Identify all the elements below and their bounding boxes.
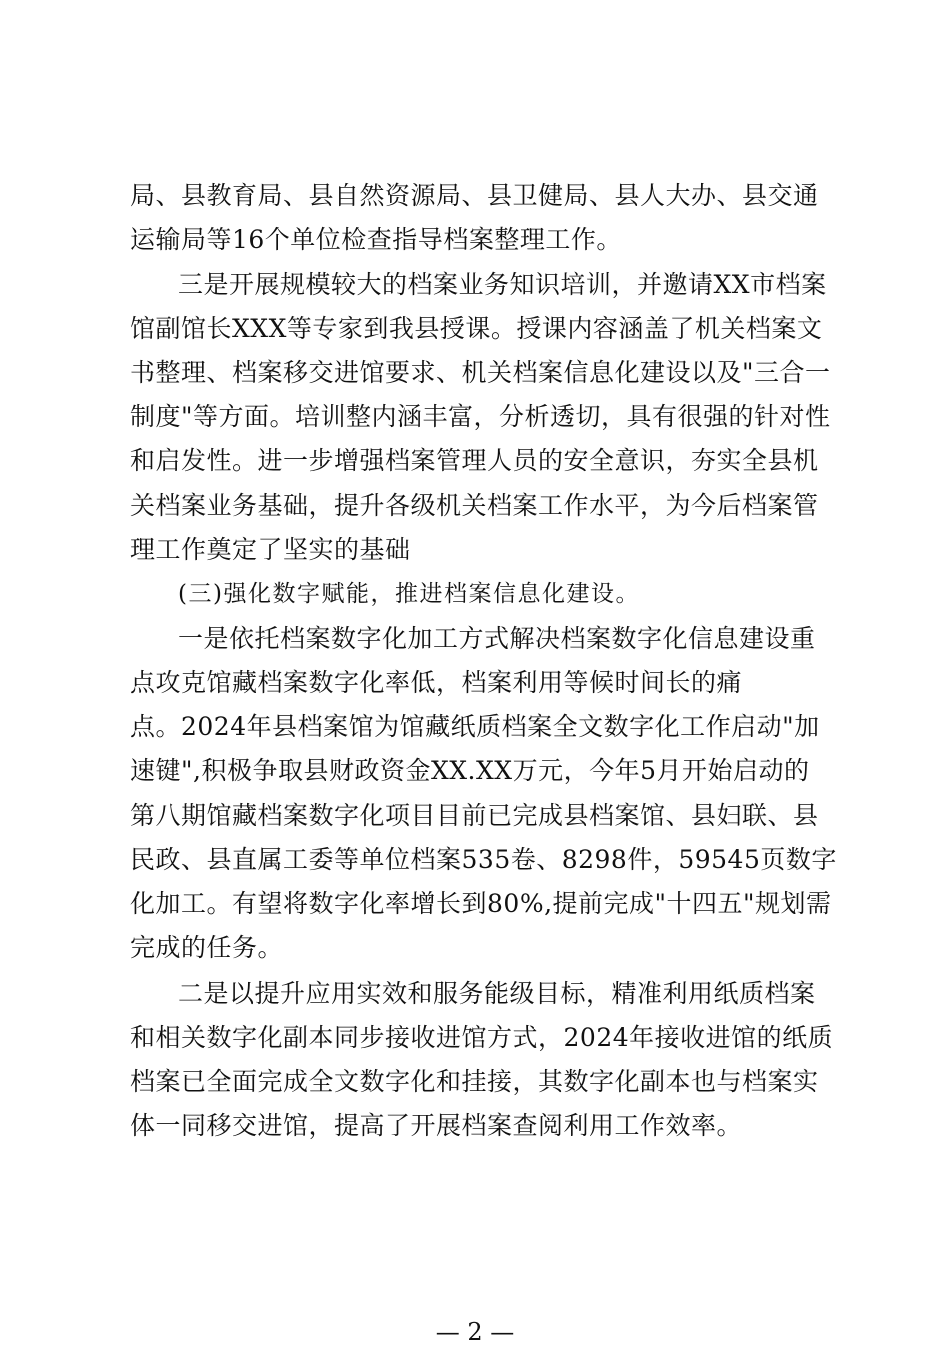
text-line: 速键",积极争取县财政资金XX.XX万元，今年5月开始启动的 (130, 756, 810, 785)
text-line: 运输局等16个单位检查指导档案整理工作。 (130, 225, 622, 254)
text-line: 理工作奠定了坚实的基础 (130, 535, 411, 564)
text-line: 点。2024年县档案馆为馆藏纸质档案全文数字化工作启动"加 (130, 712, 820, 741)
text-line: 完成的任务。 (130, 933, 284, 962)
text-line: 和相关数字化副本同步接收进馆方式，2024年接收进馆的纸质 (130, 1023, 834, 1052)
paragraph-start-line: 二是以提升应用实效和服务能级目标，精准利用纸质档案 (178, 979, 816, 1008)
text-line: 关档案业务基础，提升各级机关档案工作水平，为今后档案管 (130, 491, 819, 520)
text-line: 民政、县直属工委等单位档案535卷、8298件，59545页数字 (130, 845, 837, 874)
section-heading: (三)强化数字赋能，推进档案信息化建设。 (178, 581, 640, 607)
text-line: 化加工。有望将数字化率增长到80%,提前完成"十四五"规划需 (130, 889, 832, 918)
text-line: 制度"等方面。培训整内涵丰富，分析透切，具有很强的针对性 (130, 402, 831, 431)
paragraph-start-line: 三是开展规模较大的档案业务知识培训，并邀请XX市档案 (178, 270, 827, 299)
text-line: 局、县教育局、县自然资源局、县卫健局、县人大办、县交通 (130, 181, 819, 210)
paragraph-start-line: 一是依托档案数字化加工方式解决档案数字化信息建设重 (178, 624, 816, 653)
text-line: 点攻克馆藏档案数字化率低，档案利用等候时间长的痛 (130, 668, 743, 697)
page-number: — 2 — (435, 1318, 515, 1346)
text-line: 馆副馆长XXX等专家到我县授课。授课内容涵盖了机关档案文 (130, 314, 823, 343)
text-line: 书整理、档案移交进馆要求、机关档案信息化建设以及"三合一 (130, 358, 831, 387)
text-line: 档案已全面完成全文数字化和挂接，其数字化副本也与档案实 (130, 1067, 819, 1096)
text-line: 第八期馆藏档案数字化项目目前已完成县档案馆、县妇联、县 (130, 801, 819, 830)
text-line: 和启发性。进一步增强档案管理人员的安全意识，夯实全县机 (130, 446, 819, 475)
text-line: 体一同移交进馆，提高了开展档案查阅利用工作效率。 (130, 1111, 743, 1140)
